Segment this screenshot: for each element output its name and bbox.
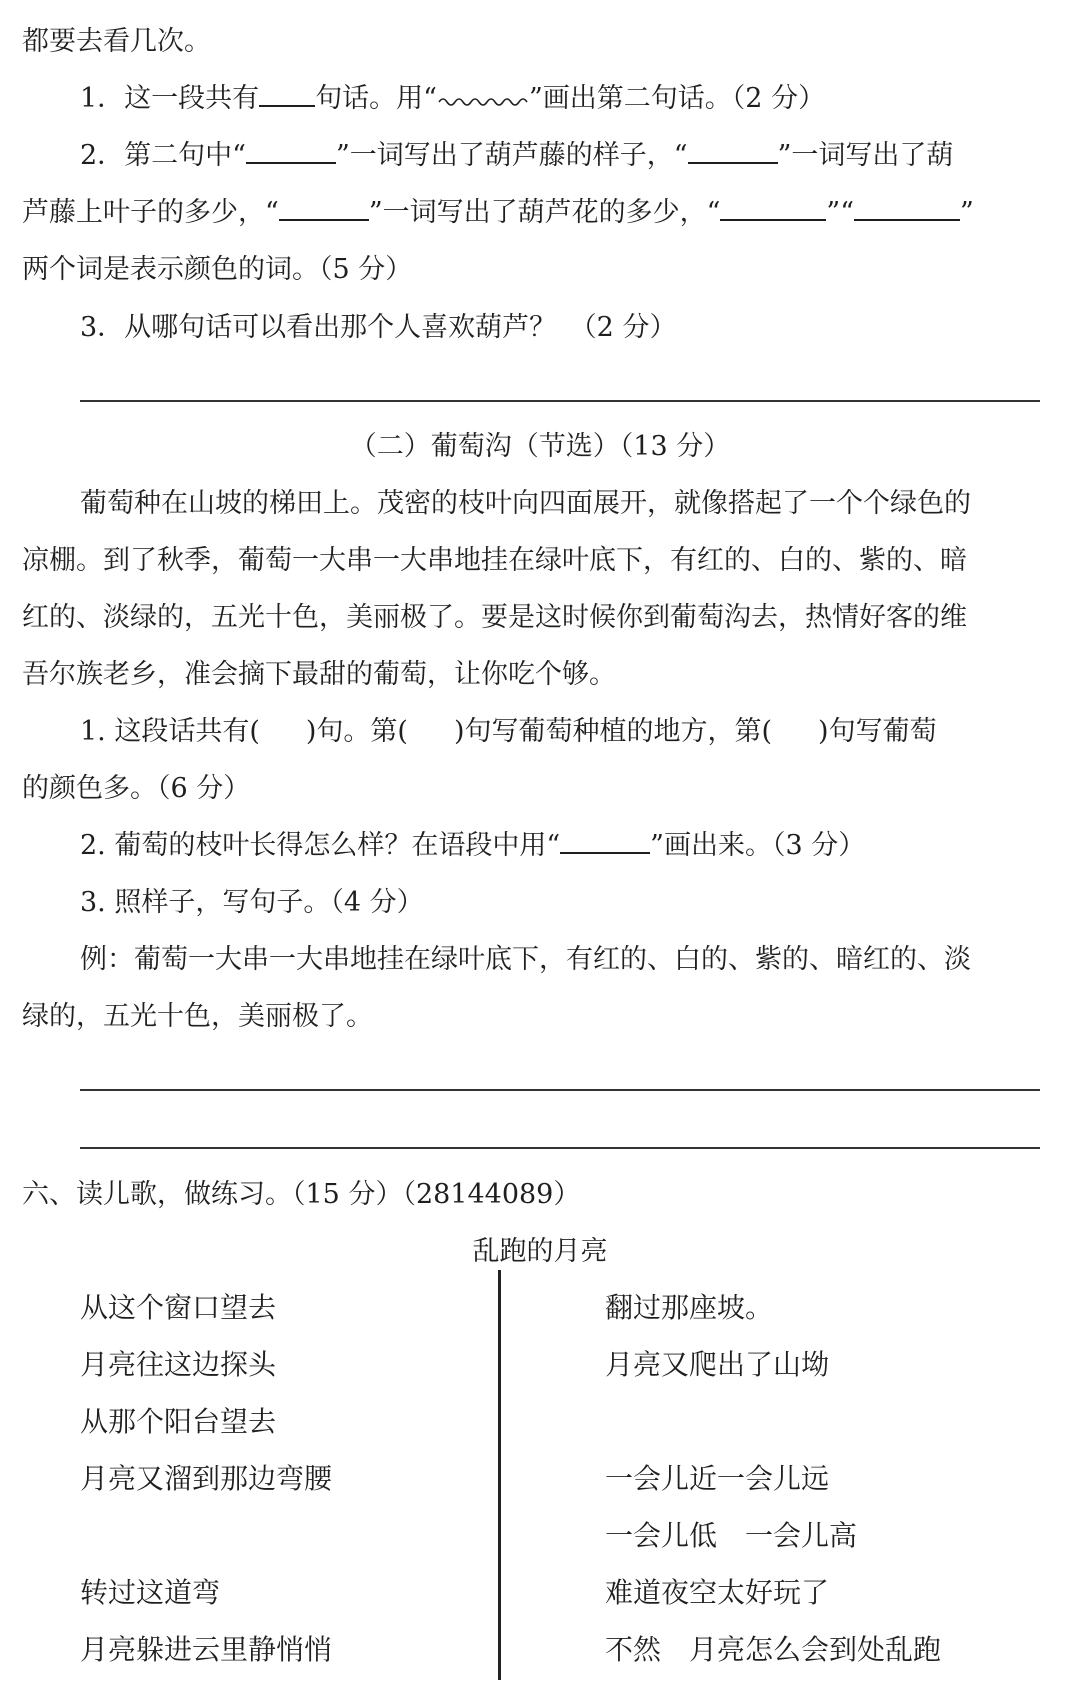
- question-1-part1: 1．这一段共有 句话。用“ ”画出第二句话。（2 分）: [80, 83, 826, 114]
- answer-blank[interactable]: [854, 197, 960, 221]
- passage-line: 葡萄种在山坡的梯田上。茂密的枝叶向四面展开，就像搭起了一个个绿色的: [80, 488, 971, 519]
- question-2-part1-line2: 芦藤上叶子的多少，“ ”一词写出了葫芦花的多少，“ ”“ ”: [22, 197, 974, 228]
- question-2-part1-line3: 两个词是表示颜色的词。（5 分）: [22, 254, 413, 285]
- poem-line-right: 翻过那座坡。: [605, 1291, 774, 1324]
- answer-blank[interactable]: [246, 140, 336, 164]
- answer-line[interactable]: [80, 1147, 1040, 1149]
- poem-column-divider: [498, 1270, 501, 1680]
- answer-line[interactable]: [80, 1089, 1040, 1091]
- poem-line-right: 一会儿低 一会儿高: [605, 1519, 858, 1552]
- question-3-part2: 3. 照样子，写句子。（4 分）: [80, 887, 424, 918]
- poem-line-left: 转过这道弯: [80, 1576, 221, 1609]
- example-line: 绿的，五光十色，美丽极了。: [22, 1001, 373, 1032]
- poem-line-left: 月亮躲进云里静悄悄: [80, 1633, 333, 1666]
- poem-line-right: 月亮又爬出了山坳: [605, 1348, 830, 1381]
- poem-line-left: 从那个阳台望去: [80, 1405, 277, 1438]
- poem-line-left: 月亮又溜到那边弯腰: [80, 1462, 333, 1495]
- poem-line-left: 月亮往这边探头: [80, 1348, 277, 1381]
- question-1-part2: 1. 这段话共有( )句。第( )句写葡萄种植的地方，第( )句写葡萄: [80, 716, 937, 747]
- answer-blank[interactable]: [688, 140, 778, 164]
- answer-blank[interactable]: [279, 197, 369, 221]
- passage-line: 吾尔族老乡，准会摘下最甜的葡萄，让你吃个够。: [22, 659, 616, 690]
- poem-line-right: 不然 月亮怎么会到处乱跑: [605, 1633, 942, 1666]
- poem-line-right: 一会儿近一会儿远: [605, 1462, 830, 1495]
- answer-line[interactable]: [80, 400, 1040, 402]
- answer-blank[interactable]: [259, 83, 315, 107]
- passage-line: 凉棚。到了秋季，葡萄一大串一大串地挂在绿叶底下，有红的、白的、紫的、暗: [22, 545, 967, 576]
- passage-line: 红的、淡绿的，五光十色，美丽极了。要是这时候你到葡萄沟去，热情好客的维: [22, 602, 967, 633]
- carry-over-line: 都要去看几次。: [22, 26, 211, 57]
- question-3-part1: 3．从哪句话可以看出那个人喜欢葫芦？ （2 分）: [80, 312, 677, 343]
- poem-title: 乱跑的月亮: [472, 1236, 608, 1267]
- question-2-part1-line1: 2．第二句中“ ”一词写出了葫芦藤的样子，“ ”一词写出了葫: [80, 140, 954, 171]
- underline-sample: [560, 830, 650, 854]
- poem-line-left: 从这个窗口望去: [80, 1291, 277, 1324]
- answer-blank[interactable]: [720, 197, 826, 221]
- wavy-line-icon: [437, 90, 529, 110]
- section-heading: 六、读儿歌，做练习。（15 分）（28144089）: [22, 1179, 581, 1210]
- poem-line-right: 难道夜空太好玩了: [605, 1576, 830, 1609]
- question-1-part2-line2: 的颜色多。（6 分）: [22, 773, 251, 804]
- section-title: （二）葡萄沟（节选）（13 分）: [349, 431, 731, 462]
- example-line: 例：葡萄一大串一大串地挂在绿叶底下，有红的、白的、紫的、暗红的、淡: [80, 944, 971, 975]
- question-2-part2: 2. 葡萄的枝叶长得怎么样？在语段中用“ ”画出来。（3 分）: [80, 830, 866, 861]
